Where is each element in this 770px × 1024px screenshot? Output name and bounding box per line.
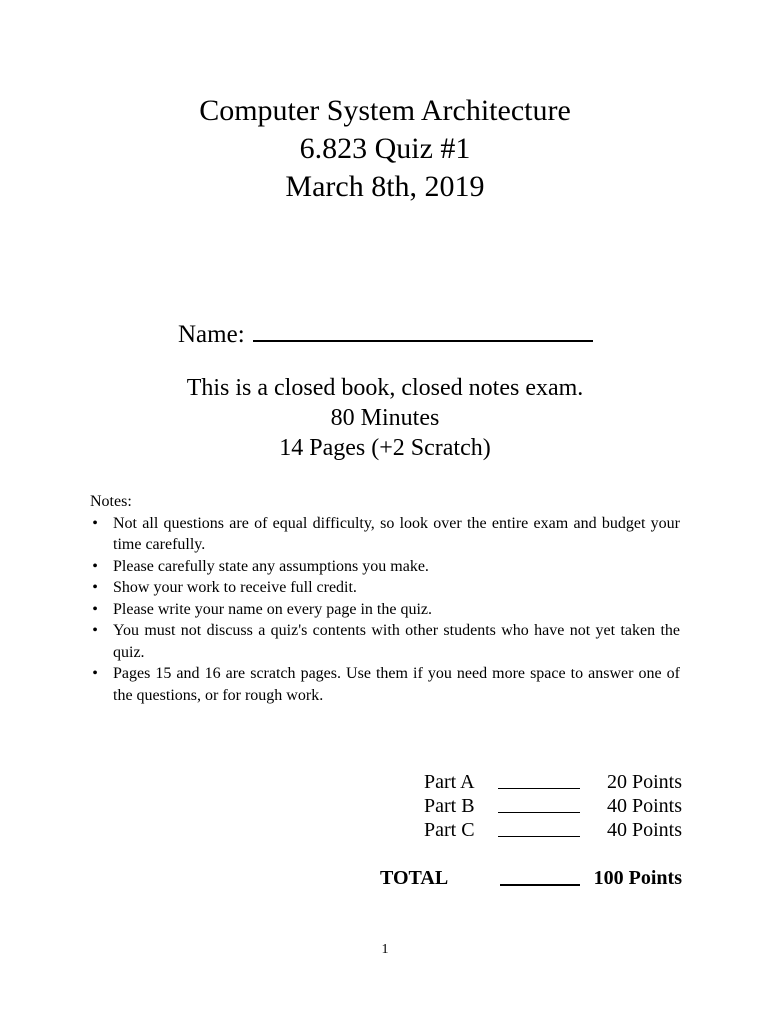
- quiz-date: March 8th, 2019: [285, 170, 485, 203]
- score-blank: [498, 794, 580, 813]
- name-label: Name:: [178, 321, 245, 348]
- part-points: 40 Points: [606, 795, 682, 817]
- notes-item: [90, 513, 680, 556]
- exam-rules: This is a closed book, closed notes exam.: [186, 375, 584, 401]
- name-row: [178, 316, 593, 353]
- page-number: 1: [381, 942, 389, 957]
- exam-duration: 80 Minutes: [330, 405, 440, 431]
- score-row-part-a: [370, 770, 682, 794]
- part-label: Part B: [424, 795, 475, 817]
- score-row-part-c: [370, 818, 682, 842]
- notes-item: [90, 620, 680, 663]
- part-points: 20 Points: [606, 771, 682, 793]
- total-blank: [500, 866, 580, 886]
- part-points: 40 Points: [606, 819, 682, 841]
- notes-item-text: Not all questions are of equal difficulty, so look over the entire exam and budget your time carefully.: [113, 514, 680, 553]
- notes-item: [90, 577, 680, 599]
- bullet-icon: •: [92, 557, 98, 575]
- bullet-icon: •: [92, 514, 98, 532]
- score-row-total: [370, 866, 682, 890]
- score-blank: [498, 818, 580, 837]
- notes-list: [90, 513, 680, 707]
- exam-pages: 14 Pages (+2 Scratch): [279, 435, 491, 461]
- total-label: TOTAL: [380, 867, 449, 889]
- quiz-title: 6.823 Quiz #1: [299, 132, 471, 165]
- title-block: [0, 92, 770, 206]
- notes-item-text: Pages 15 and 16 are scratch pages. Use them if you need more space to answer one of the questions, or for rough work.: [113, 665, 680, 704]
- notes-item-text: You must not discuss a quiz's contents with other students who have not yet taken the quiz.: [113, 622, 680, 661]
- notes-item-text: Please write your name on every page in the quiz.: [113, 600, 432, 618]
- notes-item: [90, 663, 680, 706]
- bullet-icon: •: [92, 665, 98, 682]
- score-table: [370, 770, 682, 890]
- course-title: Computer System Architecture: [199, 94, 571, 127]
- part-label: Part A: [424, 771, 475, 793]
- score-row-part-b: [370, 794, 682, 818]
- bullet-icon: •: [92, 579, 98, 596]
- notes-heading: Notes:: [90, 493, 132, 510]
- notes-section: [90, 491, 680, 706]
- notes-item-text: Please carefully state any assumptions you make.: [113, 557, 429, 575]
- notes-item-text: Show your work to receive full credit.: [113, 579, 357, 596]
- notes-item: [90, 556, 680, 578]
- name-blank-line[interactable]: [253, 316, 593, 342]
- bullet-icon: •: [92, 600, 98, 618]
- score-blank: [498, 770, 580, 789]
- total-points: 100 Points: [593, 867, 682, 889]
- part-label: Part C: [424, 819, 475, 841]
- notes-item: [90, 599, 680, 621]
- bullet-icon: •: [92, 622, 98, 639]
- exam-info: [0, 373, 770, 463]
